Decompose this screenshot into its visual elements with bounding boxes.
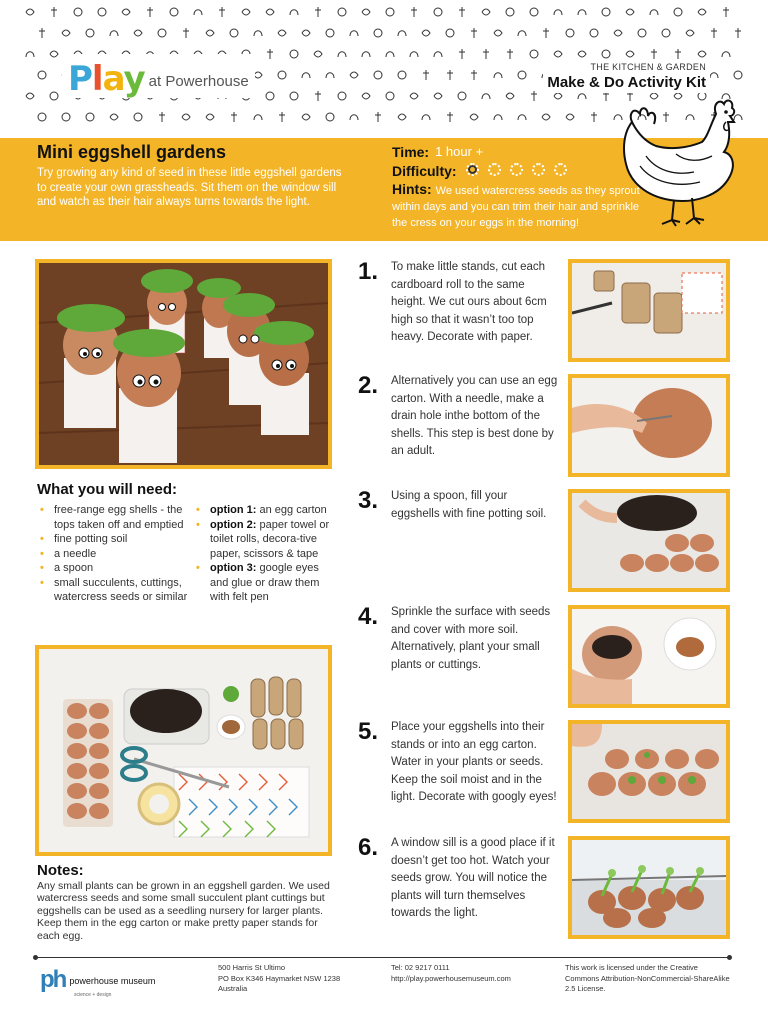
doodle-mark	[242, 9, 250, 15]
doodle-mark	[338, 92, 346, 100]
doodle-mark	[506, 8, 514, 16]
doodle-mark	[26, 52, 34, 57]
doodle-mark	[386, 8, 394, 16]
hints-label: Hints:	[392, 181, 432, 197]
step-text: Place your eggshells into their stands or into an egg carton. Water in your plants or seeds. Keep the soil moist and in the light. Decorate with googly eyes!	[391, 721, 557, 803]
play-logo-wordmark: Play	[68, 59, 145, 99]
materials-list-left	[38, 503, 188, 605]
doodle-mark	[723, 7, 729, 17]
eggheads-illustration	[39, 263, 328, 465]
doodle-mark	[231, 112, 237, 122]
doodle-mark	[147, 7, 153, 17]
kit-label	[543, 60, 710, 93]
ph-mark: ph	[40, 966, 66, 993]
doodle-mark	[722, 52, 730, 57]
doodle-mark	[315, 7, 321, 17]
step-text: Sprinkle the surface with seeds and cover with more soil. Alternatively, plant your small plants or cuttings.	[391, 606, 551, 671]
step-4-photo	[568, 605, 730, 708]
doodle-mark	[38, 113, 46, 121]
doodle-mark	[411, 7, 417, 17]
difficulty-label: Difficulty:	[392, 162, 457, 179]
doodle-mark	[290, 92, 298, 100]
doodle-mark	[278, 30, 286, 36]
doodle-mark	[518, 71, 526, 79]
doodle-mark	[434, 52, 442, 57]
doodle-mark	[26, 93, 34, 99]
logo-suffix: at Powerhouse	[148, 73, 249, 90]
step-text: To make little stands, cut each cardboard roll to the same height. We cut ours about 6cm high so that it wasn’t too top heavy. Decorate with paper.	[391, 261, 547, 343]
doodle-mark	[471, 70, 477, 80]
page-title: Mini eggshell gardens	[37, 142, 227, 162]
doodle-mark	[494, 30, 502, 36]
materials-list-options	[194, 503, 339, 605]
step-number: 4.	[358, 603, 379, 630]
doodle-mark	[531, 91, 537, 101]
doodle-mark	[459, 49, 465, 59]
doodle-mark	[266, 92, 274, 100]
doodle-mark	[506, 93, 514, 99]
doodle-mark	[422, 115, 430, 120]
doodle-mark	[554, 51, 562, 57]
doodle-mark	[158, 29, 166, 37]
step-text: Alternatively you can use an egg carton. With a needle, make a drain hole inthe bottom of the shells. This step is best done by an adult.	[391, 375, 558, 457]
doodle-mark	[483, 49, 489, 59]
doodle-mark	[518, 31, 526, 36]
step-number: 1.	[358, 258, 379, 285]
doodle-mark	[554, 10, 562, 15]
doodle-mark	[350, 31, 358, 36]
doodle-mark	[314, 51, 322, 57]
doodle-mark	[50, 92, 58, 100]
doodle-mark	[530, 8, 538, 16]
doodle-mark	[86, 29, 94, 37]
doodle-mark	[422, 30, 430, 36]
doodle-mark	[159, 112, 165, 122]
doodle-mark	[446, 29, 454, 37]
step-number: 5.	[358, 718, 379, 745]
doodle-mark	[326, 73, 334, 78]
doodle-mark	[686, 30, 694, 36]
doodle-mark	[290, 10, 298, 15]
kit-series: THE KITCHEN & GARDEN	[590, 62, 706, 72]
doodle-mark	[614, 30, 622, 36]
step-number: 2.	[358, 372, 379, 399]
doodle-mark	[206, 114, 214, 120]
step-text: Using a spoon, fill your eggshells with fine potting soil.	[391, 490, 547, 520]
doodle-mark	[410, 52, 418, 57]
doodle-mark	[39, 28, 45, 38]
time-value: 1 hour +	[435, 144, 484, 159]
footer-contact: Tel: 02 9217 0111 http://play.powerhousemuseum.com	[391, 963, 511, 983]
doodle-mark	[459, 7, 465, 17]
doodle-mark	[494, 73, 502, 78]
doodle-mark	[386, 52, 394, 57]
doodle-mark	[698, 9, 706, 15]
doodle-mark	[638, 29, 646, 37]
doodle-mark	[398, 31, 406, 36]
doodle-mark	[110, 114, 118, 120]
doodle-mark	[254, 31, 262, 36]
doodle-mark	[398, 71, 406, 79]
doodle-mark	[566, 29, 574, 37]
doodle-mark	[122, 9, 130, 15]
powerhouse-logo	[40, 966, 156, 998]
doodle-mark	[674, 8, 682, 16]
kit-title: Make & Do Activity Kit	[547, 74, 706, 91]
doodle-mark	[447, 112, 453, 122]
doodle-mark	[386, 92, 394, 100]
doodle-mark	[362, 93, 370, 99]
supplies-illustration	[39, 649, 328, 852]
difficulty-flower-icon	[488, 163, 501, 176]
doodle-mark	[578, 10, 586, 15]
difficulty-rating	[457, 163, 567, 179]
doodle-mark	[302, 73, 310, 78]
doodle-mark	[518, 115, 526, 120]
difficulty-flower-icon	[466, 163, 479, 176]
doodle-mark	[51, 7, 57, 17]
doodle-mark	[602, 8, 610, 16]
doodle-mark	[447, 70, 453, 80]
doodle-mark	[134, 113, 142, 121]
doodle-mark	[470, 114, 478, 120]
doodle-mark	[338, 52, 346, 57]
list-item: • option 1: an egg carton	[194, 503, 339, 518]
list-item: • option 3: google eyes and glue or draw them with felt pen	[194, 561, 339, 605]
doodle-mark	[578, 94, 586, 99]
doodle-mark	[458, 92, 466, 100]
step-text: A window sill is a good place if it doesn’t get too hot. Watch your seeds grow. You will notice the plants will turn themselves towards the light.	[391, 837, 555, 919]
list-item: • a needle	[38, 547, 188, 562]
doodle-mark	[315, 91, 321, 101]
doodle-mark	[50, 51, 58, 57]
doodle-mark	[710, 73, 718, 78]
footer-license: This work is licensed under the Creative Commons Attribution-NonCommercial-ShareAlike 2.5 License.	[565, 963, 730, 993]
difficulty-flower-icon	[554, 163, 567, 176]
doodle-mark	[302, 30, 310, 36]
doodle-mark	[266, 9, 274, 15]
doodle-mark	[711, 28, 717, 38]
footer-divider	[35, 957, 730, 958]
doodle-mark	[170, 8, 178, 16]
doodle-mark	[62, 30, 70, 36]
doodle-mark	[86, 113, 94, 121]
doodle-mark	[194, 10, 202, 15]
doodle-mark	[650, 10, 658, 15]
doodle-mark	[651, 49, 657, 59]
doodle-mark	[602, 50, 610, 58]
doodle-mark	[507, 49, 513, 59]
doodle-mark	[278, 71, 286, 79]
footer-address: 500 Harris St Ultimo PO Box K346 Haymarket NSW 1238 Australia	[218, 963, 341, 993]
doodle-mark	[62, 113, 70, 121]
notes-text: Any small plants can be grown in an eggshell garden. We used watercress seeds and some small succulent plant cuttings but eggshells can be used as a seedling nursery for larger plants. Keep them in the egg carton or make pretty paper stands for each egg.	[37, 880, 330, 942]
doodle-mark	[554, 93, 562, 99]
doodle-mark	[183, 28, 189, 38]
doodle-mark	[26, 9, 34, 15]
doodle-mark	[134, 30, 142, 36]
list-item: • a spoon	[38, 561, 188, 576]
notes-heading: Notes:	[37, 862, 84, 879]
doodle-mark	[482, 9, 490, 15]
doodle-mark	[290, 50, 298, 58]
doodle-mark	[434, 8, 442, 16]
eggheads-photo	[35, 259, 332, 469]
supplies-photo	[35, 645, 332, 856]
doodle-mark	[423, 70, 429, 80]
doodle-mark	[591, 112, 597, 122]
doodle-mark	[254, 115, 262, 120]
doodle-mark	[626, 9, 634, 15]
doodle-mark	[206, 30, 214, 36]
doodle-mark	[374, 71, 382, 79]
doodle-mark	[398, 114, 406, 120]
difficulty-flower-icon	[532, 163, 545, 176]
doodle-mark	[374, 29, 382, 37]
doodle-mark	[530, 50, 538, 58]
doodle-mark	[735, 28, 741, 38]
museum-name: powerhouse museum	[69, 976, 156, 986]
doodle-mark	[434, 93, 442, 99]
museum-tagline: science + design	[74, 992, 112, 998]
doodle-mark	[471, 28, 477, 38]
doodle-mark	[326, 29, 334, 37]
doodle-mark	[675, 49, 681, 59]
intro-text: Try growing any kind of seed in these little eggshell gardens to create your own grassheads. Sit them on the window sill and watch as their hair always turns towards the light.	[37, 167, 342, 208]
doodle-mark	[662, 29, 670, 37]
doodle-mark	[74, 8, 82, 16]
doodle-mark	[362, 52, 370, 57]
doodle-mark	[110, 31, 118, 36]
doodle-mark	[182, 114, 190, 120]
doodle-mark	[219, 7, 225, 17]
step-1-photo	[568, 259, 730, 362]
time-label: Time:	[392, 143, 430, 160]
doodle-mark	[590, 29, 598, 37]
doodle-mark	[375, 112, 381, 122]
doodle-mark	[302, 114, 310, 120]
doodle-mark	[350, 72, 358, 78]
materials-heading: What you will need:	[37, 481, 178, 498]
doodle-mark	[542, 114, 550, 120]
doodle-mark	[338, 8, 346, 16]
doodle-mark	[482, 94, 490, 99]
doodle-mark	[410, 93, 418, 99]
doodle-mark	[734, 71, 742, 79]
doodle-mark	[578, 51, 586, 57]
doodle-mark	[98, 8, 106, 16]
doodle-mark	[267, 49, 273, 59]
list-item: • free-range egg shells - the tops taken off and emptied	[38, 503, 188, 532]
play-logo	[62, 54, 255, 98]
doodle-mark	[279, 112, 285, 122]
doodle-mark	[494, 115, 502, 120]
step-2-photo	[568, 374, 730, 477]
doodle-mark	[254, 72, 262, 78]
hints-text: We used watercress seeds as they sprout within days and you can trim their hair and sprinkle the cress on your eggs in the morning!	[392, 185, 640, 229]
list-item: • fine potting soil	[38, 532, 188, 547]
doodle-mark	[230, 29, 238, 37]
step-5-photo	[568, 720, 730, 823]
doodle-mark	[362, 9, 370, 15]
step-6-photo	[568, 836, 730, 939]
difficulty-flower-icon	[510, 163, 523, 176]
list-item: • option 2: paper towel or toilet rolls, decora-tive paper, scissors & tape	[194, 518, 339, 562]
doodle-mark	[626, 51, 634, 57]
doodle-mark	[543, 28, 549, 38]
step-number: 3.	[358, 487, 379, 514]
doodle-mark	[350, 115, 358, 120]
doodle-mark	[566, 114, 574, 120]
step-3-photo	[568, 489, 730, 592]
hen-illustration	[616, 92, 740, 230]
doodle-mark	[698, 51, 706, 57]
doodle-mark	[326, 113, 334, 121]
list-item: • small succulents, cuttings, watercress seeds or similar	[38, 576, 188, 605]
step-number: 6.	[358, 834, 379, 861]
doodle-mark	[38, 71, 46, 79]
